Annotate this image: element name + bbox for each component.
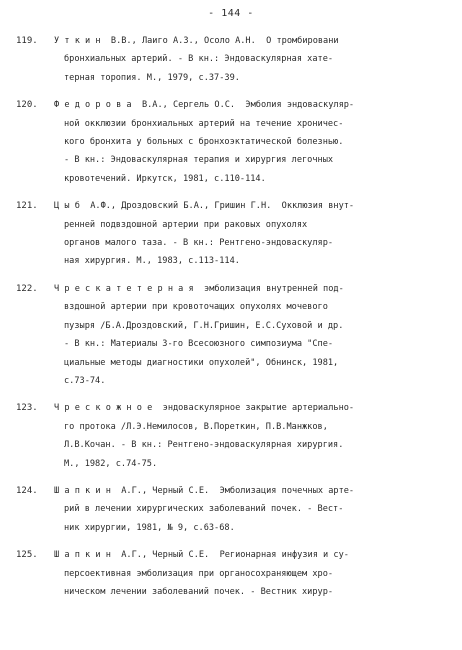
entry-text-line: бронхиальных артерий. - В кн.: Эндоваскулярная хате-: [64, 54, 334, 65]
entry-number: 124.: [16, 485, 38, 496]
bibliography-entry-124: [0, 482, 462, 537]
entry-text-line: Ч р е с к а т е т е р н а я эмболизация внутренней под-: [54, 283, 344, 294]
entry-text-line: с.73-74.: [64, 375, 106, 386]
entry-text-line: органов малого таза. - В кн.: Рентгено-эндоваскуляр-: [64, 238, 334, 249]
entry-text-line: вздошной артерии при кровоточащих опухолях мочевого: [64, 302, 328, 313]
entry-text-line: ренней подвздошной артерии при раковых опухолях: [64, 219, 308, 230]
entry-text-line: М., 1982, с.74-75.: [64, 458, 158, 469]
entry-text-line: - В кн.: Эндоваскулярная терапия и хирургия легочных: [64, 155, 334, 166]
entry-text-line: циальные методы диагностики опухолей", Обнинск, 1981,: [64, 357, 339, 368]
entry-text-line: го протока /Л.Э.Немилосов, В.Пореткин, П.В.Манжков,: [64, 421, 328, 432]
bibliography-entry-120: [0, 96, 462, 188]
entry-number: 123.: [16, 403, 38, 414]
entry-text-line: У т к и н В.В., Лаиго А.З., Осоло А.Н. О тромбировани: [54, 36, 339, 46]
entry-number: 121.: [16, 201, 38, 212]
entry-text-line: кровотечений. Иркутск, 1981, с.110-114.: [64, 173, 266, 184]
entry-text-line: - В кн.: Материалы 3-го Всесоюзного симпозиума "Спе-: [64, 339, 334, 350]
entry-number: 125.: [16, 550, 38, 561]
bibliography-entry-123: [0, 399, 462, 473]
entry-text-line: рий в лечении хирургических заболеваний почек. - Вест-: [64, 504, 344, 515]
entry-text-line: Ц ы б А.Ф., Дроздовский Б.А., Гришин Г.Н. Окклюзия внут-: [54, 201, 355, 212]
entry-text-line: ная хирургия. М., 1983, с.113-114.: [64, 256, 240, 267]
entry-text-line: Ш а п к и н А.Г., Черный С.Е. Эмболизация почечных арте-: [54, 485, 355, 496]
entry-number: 120.: [16, 100, 38, 111]
page-number: - 144 -: [208, 8, 254, 19]
bibliography-entry-122: [0, 280, 462, 390]
entry-text-line: пузыря /Б.А.Дроздовский, Г.Н.Гришин, Е.С.Суховой и др.: [64, 320, 344, 331]
entry-text-line: Ч р е с к о ж н о е эндоваскулярное закрытие артериально-: [54, 403, 355, 414]
entry-text-line: ник хирургии, 1981, № 9, с.63-68.: [64, 522, 235, 533]
bibliography-entry-121: [0, 197, 462, 271]
entry-text-line: Л.В.Кочан. - В кн.: Рентгено-эндоваскулярная хирургия.: [64, 440, 344, 451]
entry-text-line: персоективная эмболизация при органосохраняющем хро-: [64, 568, 334, 579]
entry-text-line: ной окклюзии бронхиальных артерий на течение хроничес-: [64, 118, 344, 129]
entry-text-line: Ф е д о р о в а В.А., Сергель О.С. Эмболия эндоваскуляр-: [54, 100, 355, 111]
entry-text-line: Ш а п к и н А.Г., Черный С.Е. Регионарная инфузия и су-: [54, 550, 349, 561]
bibliography-list: [0, 32, 462, 610]
entry-text-line: кого бронхита у больных с бронхоэктатической болезнью.: [64, 137, 344, 148]
entry-number: 122.: [16, 283, 38, 294]
entry-number: 119.: [16, 36, 38, 46]
entry-text-line: ническом лечении заболеваний почек. - Вестник хирур-: [64, 586, 334, 597]
entry-text-line: терная торопия. М., 1979, с.37-39.: [64, 72, 240, 83]
bibliography-entry-125: [0, 546, 462, 601]
bibliography-entry-119: [0, 32, 462, 87]
